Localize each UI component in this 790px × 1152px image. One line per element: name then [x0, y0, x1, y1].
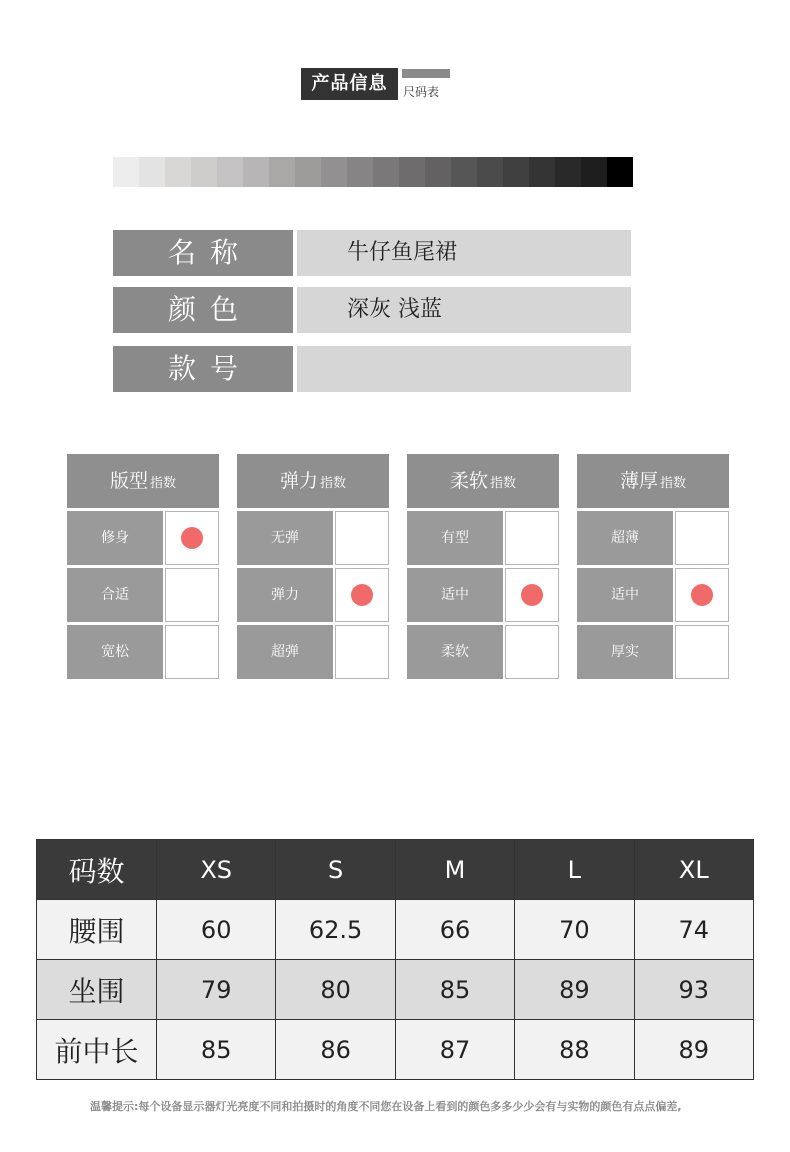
index-option-marker-cell: [505, 625, 559, 679]
gradient-swatch: [607, 157, 633, 187]
color-disclaimer-note: 温馨提示:每个设备显示器灯光亮度不同和拍摄时的角度不同您在设备上看到的颜色多多少少会有与实物的颜色有点点偏差,: [90, 1100, 682, 1113]
size-header-corner: 码数: [37, 840, 157, 900]
index-option-label: 无弹: [237, 511, 333, 565]
table-cell: 89: [515, 960, 634, 1020]
gradient-swatch: [529, 157, 555, 187]
table-cell: 79: [157, 960, 276, 1020]
table-row-waist: [37, 900, 754, 960]
gradient-swatch: [399, 157, 425, 187]
index-box: [67, 454, 219, 681]
table-cell: 85: [157, 1020, 276, 1080]
index-option-label: 宽松: [67, 625, 163, 679]
table-cell: 86: [276, 1020, 395, 1080]
selected-dot-icon: [181, 527, 203, 549]
index-option-marker-cell: [165, 568, 219, 622]
gradient-swatch: [503, 157, 529, 187]
selected-dot-icon: [521, 584, 543, 606]
section-subtitle: 尺码表: [403, 85, 440, 99]
index-option-label: 修身: [67, 511, 163, 565]
index-title: [577, 454, 729, 508]
gradient-swatch: [373, 157, 399, 187]
index-option-label: 合适: [67, 568, 163, 622]
index-title-suffix: 指数: [660, 476, 687, 491]
gradient-swatch: [217, 157, 243, 187]
index-option-marker-cell: [165, 625, 219, 679]
size-header-row: [37, 840, 754, 900]
index-title-text: 版型: [109, 470, 148, 492]
size-header-s: S: [276, 840, 395, 900]
info-label-style-no: 款号: [113, 346, 293, 392]
info-label-color: 颜色: [113, 287, 293, 333]
table-cell: 66: [395, 900, 514, 960]
gradient-swatch: [477, 157, 503, 187]
table-row-front-length: [37, 1020, 754, 1080]
gradient-swatch: [165, 157, 191, 187]
index-box: [237, 454, 389, 681]
index-option-marker-cell: [675, 625, 729, 679]
index-title-text: 薄厚: [619, 470, 658, 492]
size-header-m: M: [395, 840, 514, 900]
table-cell: 87: [395, 1020, 514, 1080]
table-cell: 80: [276, 960, 395, 1020]
index-box: [577, 454, 729, 681]
gradient-swatch: [139, 157, 165, 187]
gradient-swatch: [191, 157, 217, 187]
index-option-label: 适中: [407, 568, 503, 622]
row-label: 腰围: [37, 900, 157, 960]
index-option-marker-cell: [675, 568, 729, 622]
gradient-swatch: [321, 157, 347, 187]
table-cell: 60: [157, 900, 276, 960]
info-value-color: 深灰 浅蓝: [297, 287, 631, 333]
index-option-label: 超薄: [577, 511, 673, 565]
gradient-swatch: [451, 157, 477, 187]
selected-dot-icon: [351, 584, 373, 606]
gradient-swatch: [347, 157, 373, 187]
index-title-suffix: 指数: [490, 476, 517, 491]
index-option-marker-cell: [505, 568, 559, 622]
index-option-marker-cell: [335, 568, 389, 622]
index-option-label: 超弹: [237, 625, 333, 679]
table-cell: 85: [395, 960, 514, 1020]
index-option-marker-cell: [675, 511, 729, 565]
gradient-swatch: [243, 157, 269, 187]
gray-gradient-strip: [113, 157, 633, 187]
index-title-text: 柔软: [449, 470, 488, 492]
table-cell: 89: [634, 1020, 753, 1080]
index-box: [407, 454, 559, 681]
index-title: [237, 454, 389, 508]
index-title-suffix: 指数: [320, 476, 347, 491]
index-option-label: 厚实: [577, 625, 673, 679]
index-title: [67, 454, 219, 508]
index-option-label: 弹力: [237, 568, 333, 622]
size-header-xs: XS: [157, 840, 276, 900]
index-option-marker-cell: [505, 511, 559, 565]
size-header-xl: XL: [634, 840, 753, 900]
index-option-marker-cell: [335, 511, 389, 565]
header-accent-bar: [402, 69, 450, 78]
index-option-label: 适中: [577, 568, 673, 622]
table-cell: 70: [515, 900, 634, 960]
gradient-swatch: [269, 157, 295, 187]
size-chart-table: [36, 839, 754, 1080]
index-option-label: 柔软: [407, 625, 503, 679]
table-cell: 93: [634, 960, 753, 1020]
index-option-label: 有型: [407, 511, 503, 565]
table-cell: 88: [515, 1020, 634, 1080]
index-title-text: 弹力: [279, 470, 318, 492]
table-row-hip: [37, 960, 754, 1020]
table-cell: 74: [634, 900, 753, 960]
gradient-swatch: [425, 157, 451, 187]
gradient-swatch: [113, 157, 139, 187]
index-title: [407, 454, 559, 508]
row-label: 前中长: [37, 1020, 157, 1080]
index-title-suffix: 指数: [150, 476, 177, 491]
section-title: 产品信息: [301, 68, 398, 100]
selected-dot-icon: [691, 584, 713, 606]
info-value-style-no: [297, 346, 631, 392]
index-option-marker-cell: [335, 625, 389, 679]
info-label-name: 名称: [113, 230, 293, 276]
table-cell: 62.5: [276, 900, 395, 960]
gradient-swatch: [581, 157, 607, 187]
gradient-swatch: [295, 157, 321, 187]
row-label: 坐围: [37, 960, 157, 1020]
size-header-l: L: [515, 840, 634, 900]
index-option-marker-cell: [165, 511, 219, 565]
gradient-swatch: [555, 157, 581, 187]
info-value-name: 牛仔鱼尾裙: [297, 230, 631, 276]
